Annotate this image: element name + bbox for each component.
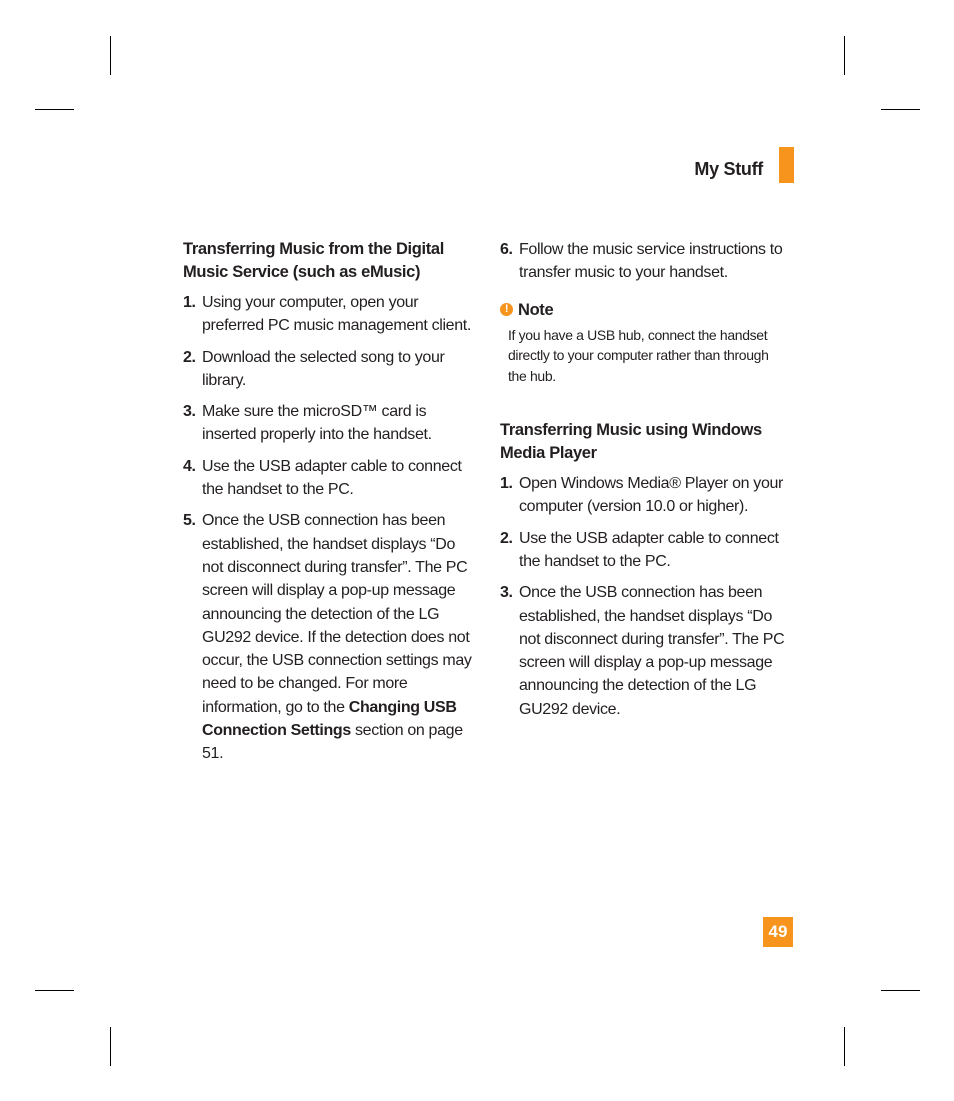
section-heading: Transferring Music using Windows Media Player <box>500 421 762 462</box>
step-number: 2. <box>183 348 196 366</box>
step-number: 3. <box>183 403 196 421</box>
crop-mark <box>110 1027 111 1066</box>
note-label: Note <box>518 300 554 319</box>
list-item <box>183 400 473 447</box>
step-text: Make sure the microSD™ card is inserted properly into the handset. <box>202 403 432 444</box>
step-number: 3. <box>500 584 513 602</box>
list-item <box>183 291 473 338</box>
step-text: Use the USB adapter cable to connect the handset to the PC. <box>519 529 779 570</box>
step-text: Once the USB connection has been established, the handset displays “Do not disconnect during transfer”. The PC screen will display a pop-up message announcing the detection of the LG GU292 device. If the detection does not occur, the USB connection settings may need to be changed. For more information, go to the <box>202 512 472 716</box>
list-item <box>500 527 790 574</box>
steps-list <box>500 472 790 721</box>
section-title: My Stuff <box>694 159 763 179</box>
list-item <box>183 346 473 393</box>
crop-mark <box>35 990 74 991</box>
note-title <box>500 299 790 321</box>
step-text: Open Windows Media® Player on your computer (version 10.0 or higher). <box>519 475 784 516</box>
crop-mark <box>844 36 845 75</box>
exclamation-icon: ! <box>500 303 513 316</box>
step-number: 1. <box>183 294 196 311</box>
step-text-after: section on page 51. <box>202 722 463 763</box>
note-block <box>500 299 790 387</box>
steps-list <box>183 291 473 766</box>
step-number: 5. <box>183 512 196 530</box>
step-number: 6. <box>500 241 513 258</box>
step-text: Download the selected song to your library. <box>202 348 445 389</box>
crop-mark <box>110 36 111 75</box>
crop-mark <box>844 1027 845 1066</box>
list-item <box>500 581 790 721</box>
list-item <box>183 509 473 765</box>
left-column <box>183 238 473 774</box>
list-item <box>500 238 790 285</box>
section-heading: Transferring Music from the Digital Music Service (such as eMusic) <box>183 240 444 281</box>
list-item <box>500 472 790 519</box>
page-number: 49 <box>763 917 793 947</box>
note-body: If you have a USB hub, connect the handset directly to your computer rather than through the hub. <box>508 326 769 384</box>
section-tab-marker <box>779 147 794 183</box>
step-text: Follow the music service instructions to transfer music to your handset. <box>519 241 783 282</box>
step-number: 2. <box>500 529 513 547</box>
crop-mark <box>881 990 920 991</box>
crop-mark <box>881 109 920 110</box>
step-number: 1. <box>500 475 513 493</box>
step-number: 4. <box>183 457 196 475</box>
steps-list <box>500 238 790 285</box>
step-text: Once the USB connection has been established, the handset displays “Do not disconnect during transfer”. The PC screen will display a pop-up message announcing the detection of the LG GU292 device. <box>519 584 785 718</box>
step-text: Use the USB adapter cable to connect the handset to the PC. <box>202 457 462 499</box>
list-item <box>183 455 473 502</box>
right-column <box>500 238 790 729</box>
crop-mark <box>35 109 74 110</box>
cross-reference: Changing USB Connection Settings <box>202 698 457 740</box>
step-text: Using your computer, open your preferred PC music management client. <box>202 294 471 335</box>
